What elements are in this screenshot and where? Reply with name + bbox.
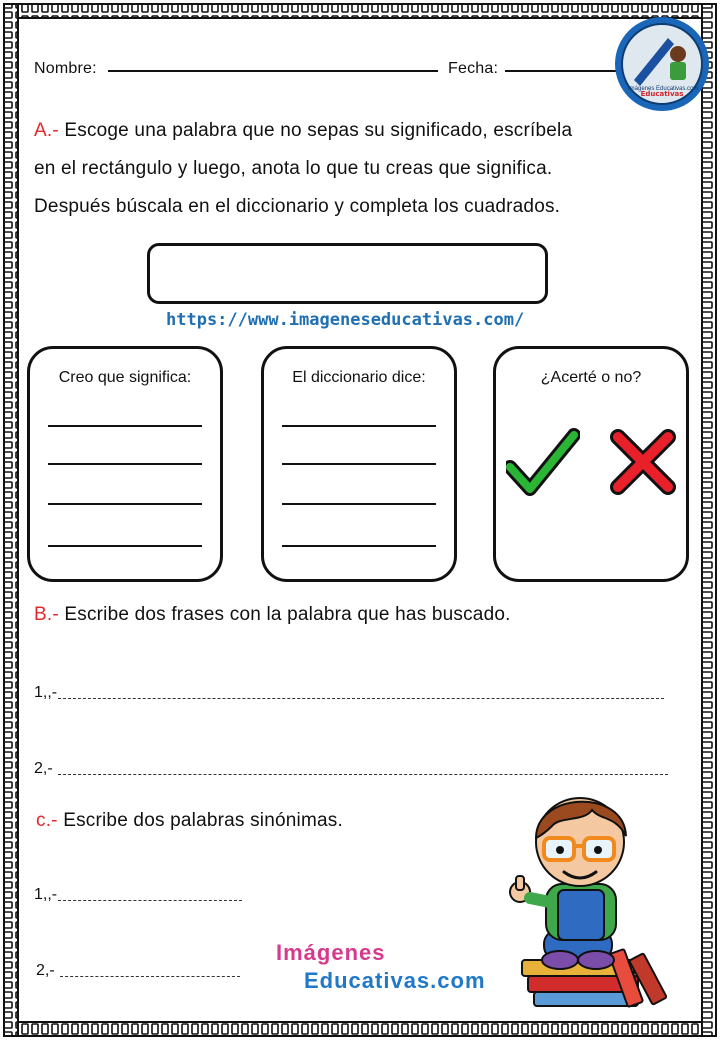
brand-line1: Imágenes xyxy=(276,940,386,965)
logo-badge xyxy=(612,14,712,114)
section-b-item1-label: 1,,- xyxy=(34,684,58,701)
section-c-item2-line[interactable] xyxy=(60,976,240,977)
svg-text:Educativas: Educativas xyxy=(640,90,684,98)
section-b-text: Escribe dos frases con la palabra que has buscado. xyxy=(64,604,511,625)
name-field-line[interactable] xyxy=(108,70,438,72)
section-c-item2-label: 2,- xyxy=(36,962,55,979)
section-a-line2: en el rectángulo y luego, anota lo que tu creas que significa. xyxy=(34,158,553,179)
date-field-line[interactable] xyxy=(505,70,620,72)
section-b-item2-line[interactable] xyxy=(58,774,668,775)
section-b-item2-label: 2,- xyxy=(34,760,53,777)
section-b-item1-line[interactable] xyxy=(58,698,664,699)
card-guess-line[interactable] xyxy=(48,545,202,547)
card-dictionary xyxy=(261,346,457,582)
section-a-line1 xyxy=(34,120,572,142)
logo-title: Imágenes Educativas.com xyxy=(628,86,699,92)
card-guess-line[interactable] xyxy=(48,425,202,427)
website-url: https://www.imageneseducativas.com/ xyxy=(166,310,525,330)
section-c-heading xyxy=(36,810,343,832)
card-result-title: ¿Acerté o no? xyxy=(540,369,642,386)
checkmark-icon[interactable] xyxy=(506,427,580,497)
card-dictionary-line[interactable] xyxy=(282,503,436,505)
card-dictionary-line[interactable] xyxy=(282,425,436,427)
card-dictionary-line[interactable] xyxy=(282,463,436,465)
card-dictionary-line[interactable] xyxy=(282,545,436,547)
section-b-heading xyxy=(34,604,511,626)
section-c-letter: c.- xyxy=(36,810,58,831)
date-label: Fecha: xyxy=(448,60,499,77)
brand-line2: Educativas.com xyxy=(304,968,486,993)
section-c-item1-line[interactable] xyxy=(58,900,242,901)
word-rectangle[interactable] xyxy=(147,243,548,304)
name-label: Nombre: xyxy=(34,60,97,77)
section-a-letter: A.- xyxy=(34,120,59,141)
section-a-line3: Después búscala en el diccionario y completa los cuadrados. xyxy=(34,196,561,217)
cross-icon[interactable] xyxy=(610,429,676,495)
card-guess-line[interactable] xyxy=(48,463,202,465)
boy-illustration xyxy=(500,780,700,1020)
card-guess xyxy=(27,346,223,582)
section-a-text1: Escoge una palabra que no sepas su significado, escríbela xyxy=(64,120,573,141)
card-dictionary-title: El diccionario dice: xyxy=(292,369,426,386)
section-c-item1-label: 1,,- xyxy=(34,886,58,903)
card-guess-title: Creo que significa: xyxy=(58,369,192,386)
card-guess-line[interactable] xyxy=(48,503,202,505)
section-b-letter: B.- xyxy=(34,604,59,625)
section-c-text: Escribe dos palabras sinónimas. xyxy=(63,810,343,831)
card-result xyxy=(493,346,689,582)
